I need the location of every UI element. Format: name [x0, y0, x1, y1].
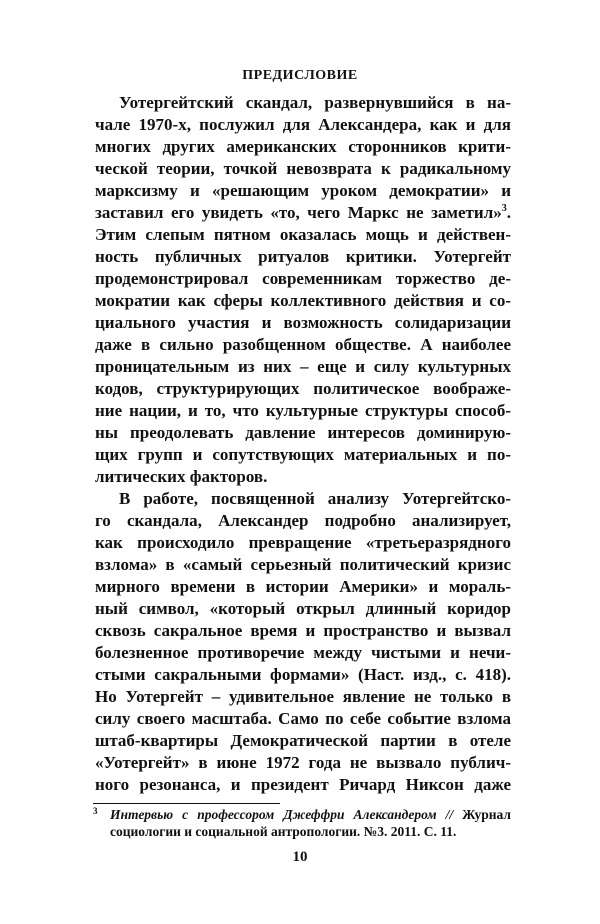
text-line-content: мократии как сферы коллективного действия и со-	[95, 291, 511, 310]
text-line	[95, 378, 511, 400]
text-line-content: болезненное противоречие между чистыми и нечи-	[95, 643, 511, 662]
footnote-divider	[93, 803, 280, 804]
text-line-content: взлома» в «самый серьезный политический кризис	[95, 555, 511, 574]
text-line	[95, 488, 511, 510]
text-line-content: чале 1970-х, послужил для Александера, как и для	[95, 115, 511, 134]
text-line	[95, 334, 511, 356]
text-line-content: кодов, структурирующих политическое воображе-	[95, 379, 511, 398]
text-line	[95, 136, 511, 158]
text-line-content: ческой теории, точкой невозврата к радикальному	[95, 159, 511, 178]
text-line-content: даже в сильно разобщенном обществе. А наиболее	[95, 335, 511, 354]
text-line-punctuation: .	[506, 203, 511, 222]
footnote-citation-italic: Интервью с профессором Джеффри Александером //	[110, 807, 454, 822]
text-line-content: штаб-квартиры Демократической партии в отеле	[95, 731, 511, 750]
text-line-content: проницательным из них – еще и силу культурных	[95, 357, 511, 376]
text-line-content: продемонстрировал современникам торжество де-	[95, 269, 511, 288]
text-line	[95, 312, 511, 334]
text-line	[95, 642, 511, 664]
text-line	[95, 532, 511, 554]
text-line-content: заставил его увидеть «то, чего Маркс не заметил»	[95, 203, 502, 222]
text-line	[95, 290, 511, 312]
text-line-content: ный символ, «который открыл длинный коридор	[95, 599, 511, 618]
text-line-content: силу своего масштаба. Само по себе событие взлома	[95, 709, 511, 728]
text-line-content: ность публичных ритуалов критики. Уотергейт	[95, 247, 511, 266]
chapter-heading: ПРЕДИСЛОВИЕ	[242, 68, 358, 83]
text-line	[95, 466, 511, 488]
text-line	[95, 576, 511, 598]
text-line-content: ного резонанса, и президент Ричард Никсон даже	[95, 775, 511, 794]
text-line-content: го скандала, Александер подробно анализирует,	[95, 511, 511, 530]
text-line	[95, 224, 511, 246]
footnote-line-2: социологии и социальной антропологии. №3. 2011. С. 11.	[110, 824, 457, 839]
text-line	[95, 356, 511, 378]
text-line	[95, 752, 511, 774]
text-line	[95, 114, 511, 136]
text-line	[95, 708, 511, 730]
text-line	[95, 246, 511, 268]
text-line	[95, 92, 511, 114]
text-line	[95, 686, 511, 708]
footnote-line-1	[110, 806, 511, 823]
text-line-content: циального участия и возможность солидаризации	[95, 313, 511, 332]
text-line	[95, 730, 511, 752]
text-line-content: литических факторов.	[95, 467, 268, 486]
text-line	[95, 400, 511, 422]
footnote-citation-rest: Журнал	[453, 807, 511, 822]
text-line-content: «Уотергейт» в июне 1972 года не вызвало публич-	[95, 753, 511, 772]
footnote	[93, 806, 511, 840]
text-line	[95, 774, 511, 796]
text-line-content: мирного времени в истории Америки» и мораль-	[95, 577, 511, 596]
page-number: 10	[292, 849, 308, 865]
text-line-content: марксизму и «решающим уроком демократии» и	[95, 181, 511, 200]
text-line-content: как происходило превращение «третьеразрядного	[95, 533, 511, 552]
text-line-content: многих других американских сторонников крити-	[95, 137, 511, 156]
text-line	[95, 620, 511, 642]
text-line-content: сквозь сакральное время и пространство и вызвал	[95, 621, 511, 640]
text-line	[95, 268, 511, 290]
text-line-content: ны преодолевать давление интересов доминирую-	[95, 423, 511, 442]
footnote-reference: 3	[501, 203, 507, 214]
text-line	[95, 202, 511, 224]
text-line	[95, 158, 511, 180]
text-line	[95, 598, 511, 620]
text-line	[95, 422, 511, 444]
text-line	[95, 180, 511, 202]
text-line	[95, 554, 511, 576]
text-line	[95, 510, 511, 532]
text-line-content: В работе, посвященной анализу Уотергейтско-	[119, 489, 511, 508]
text-line	[95, 664, 511, 686]
text-line	[95, 444, 511, 466]
main-text	[95, 92, 511, 796]
text-line-content: Но Уотергейт – удивительное явление не только в	[95, 687, 511, 706]
text-line-content: Уотергейтский скандал, развернувшийся в на-	[119, 93, 511, 112]
text-line-content: Этим слепым пятном оказалась мощь и действен-	[95, 225, 511, 244]
text-line-content: стыми сакральными формами» (Наст. изд., с. 418).	[95, 665, 511, 684]
footnote-marker: 3	[93, 806, 98, 816]
text-line-content: ние нации, и то, что культурные структуры способ-	[95, 401, 511, 420]
text-line-content: щих групп и сопутствующих материальных и по-	[95, 445, 511, 464]
